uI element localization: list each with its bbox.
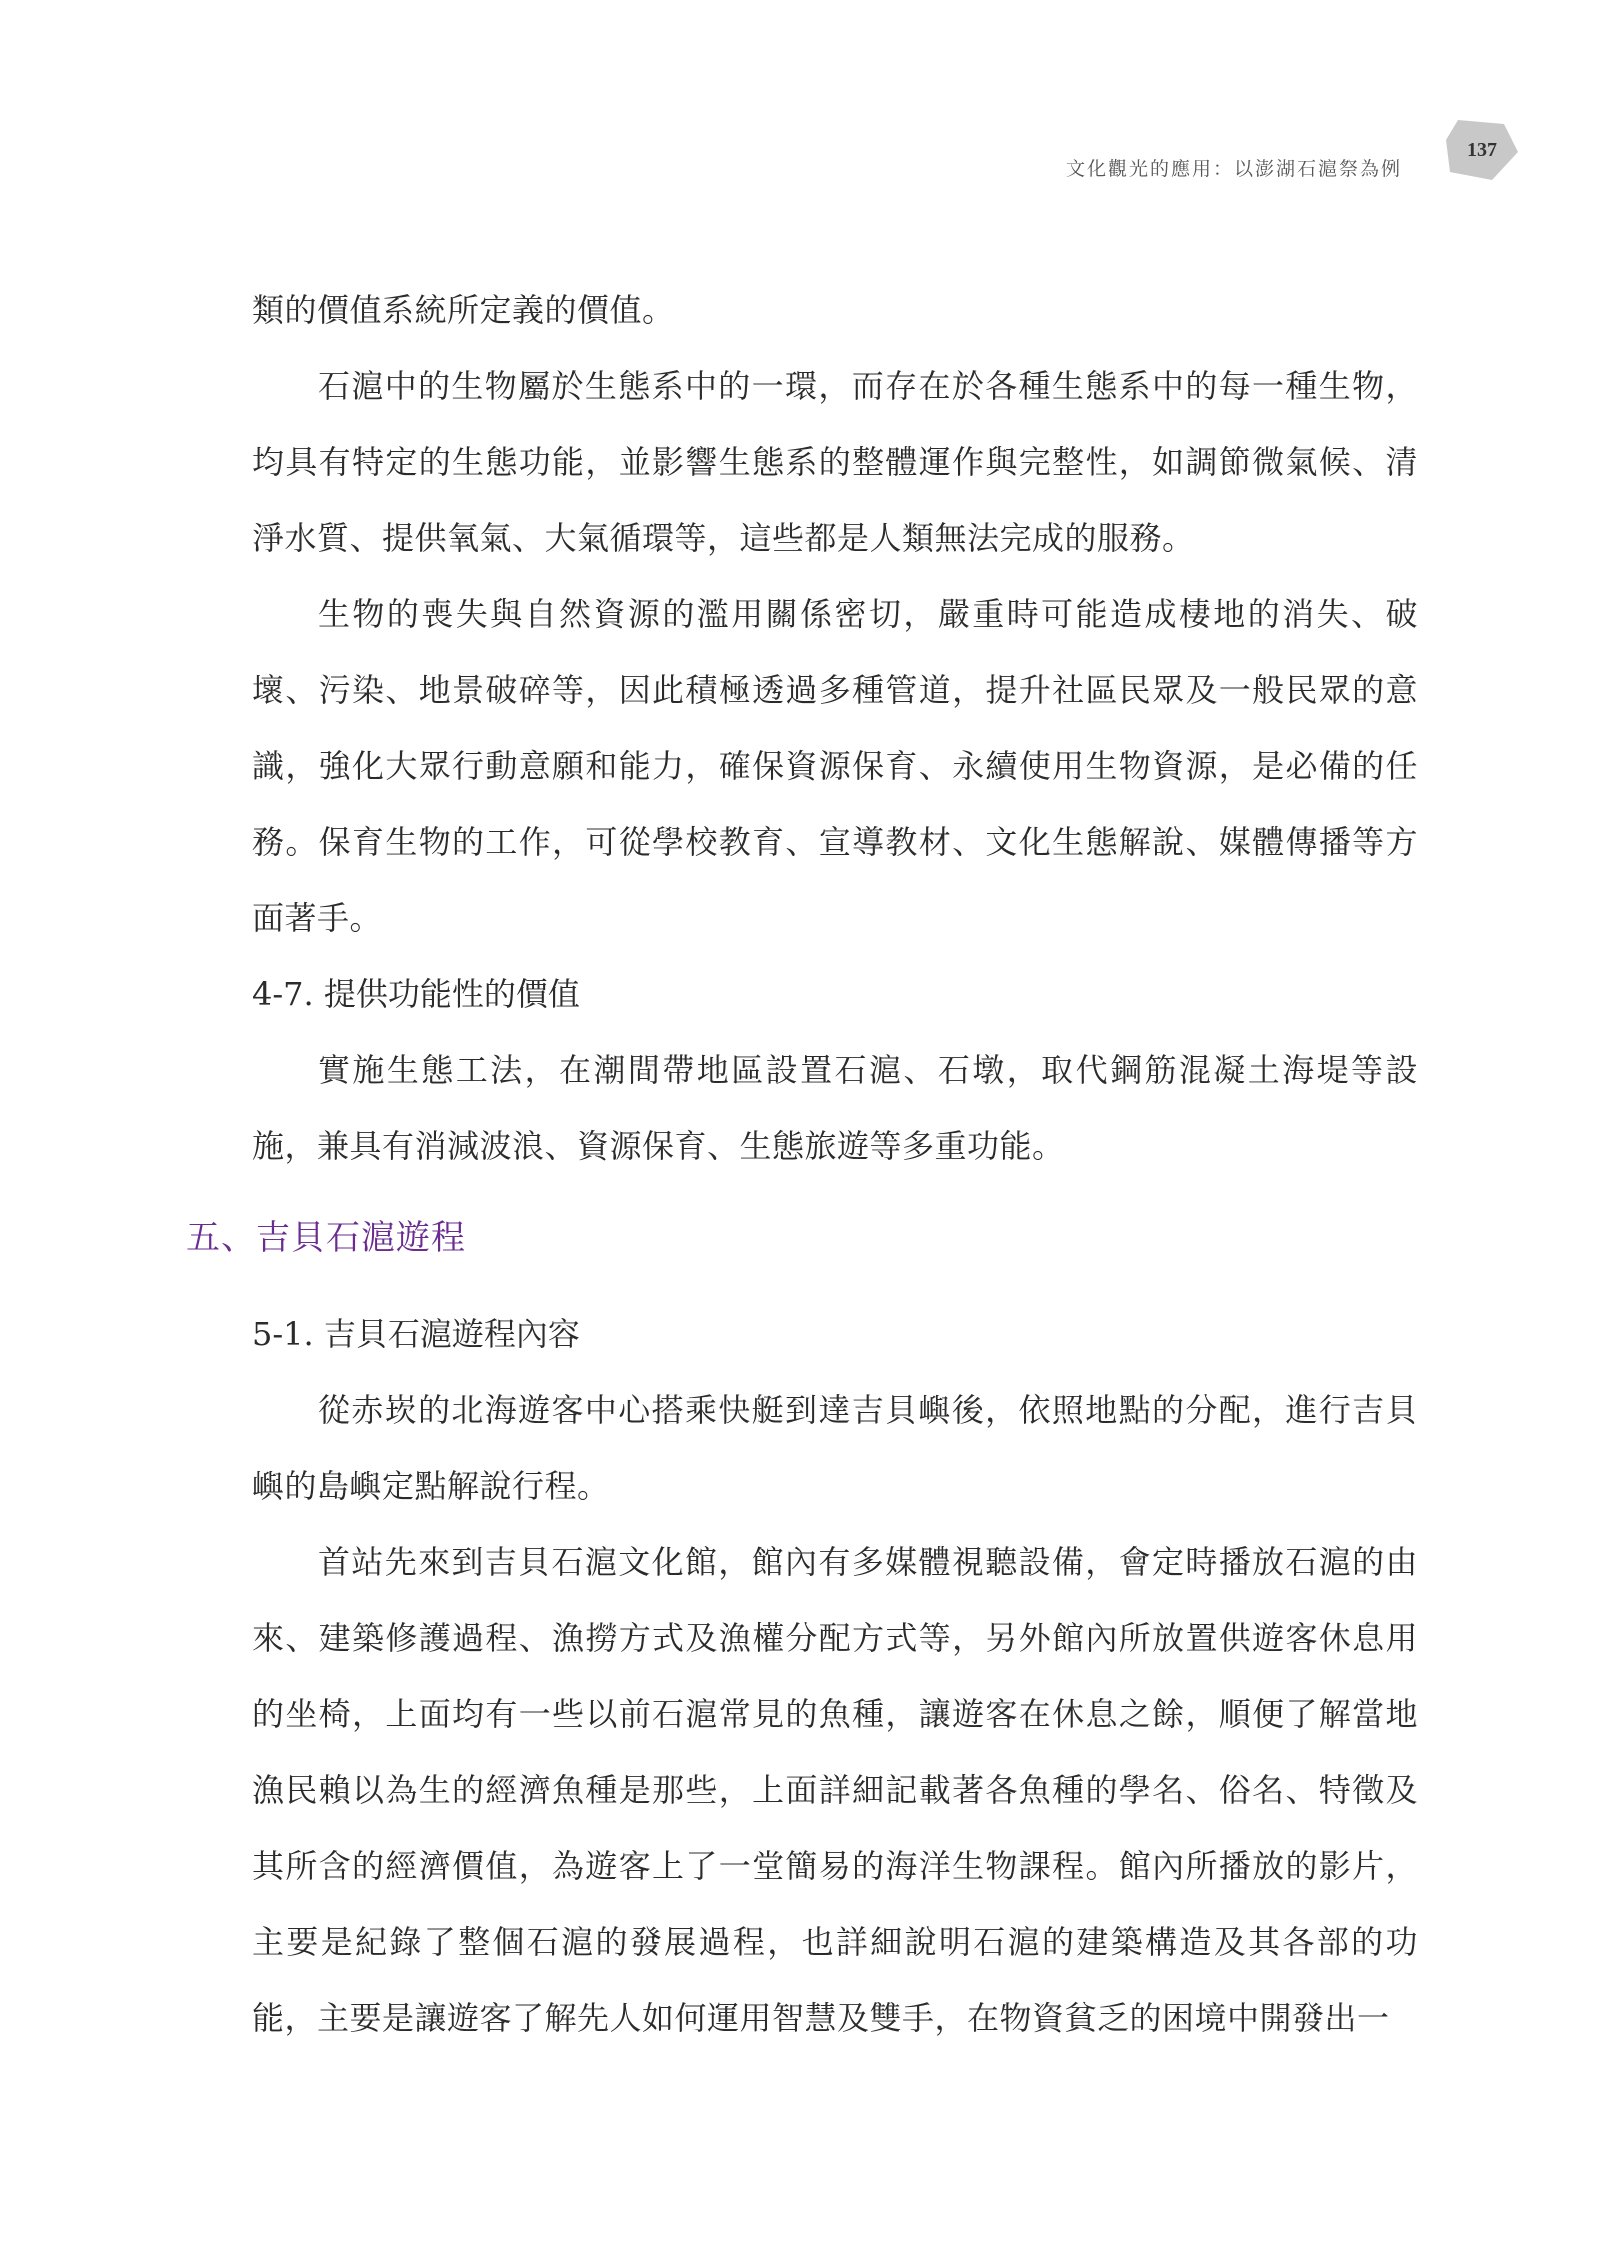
paragraph-biodiversity-loss: 生物的喪失與自然資源的濫用關係密切，嚴重時可能造成棲地的消失、破壞、污染、地景破碎等，因此積極透過多種管道，提升社區民眾及一般民眾的意識，強化大眾行動意願和能力，確保資源保育、永續使用生物資源，是必備的任務。保育生物的工作，可從學校教育、宣導教材、文化生態解說、媒體傳播等方面著手。 xyxy=(252,595,1418,937)
paragraph-continuation: 類的價值系統所定義的價值。 xyxy=(252,291,675,329)
paragraph-eco-engineering: 實施生態工法，在潮間帶地區設置石滬、石墩，取代鋼筋混凝土海堤等設施，兼具有消減波浪、資源保育、生態旅遊等多重功能。 xyxy=(252,1051,1418,1165)
subheading-4-7: 4-7. 提供功能性的價值 xyxy=(252,975,580,1013)
section-title-5: 五、吉貝石滬遊程 xyxy=(186,1218,466,1258)
paragraph-itinerary-intro: 從赤崁的北海遊客中心搭乘快艇到達吉貝嶼後，依照地點的分配，進行吉貝嶼的島嶼定點解說行程。 xyxy=(252,1391,1418,1505)
running-head: 文化觀光的應用：以澎湖石滬祭為例 xyxy=(1065,158,1402,180)
paragraph-culture-museum: 首站先來到吉貝石滬文化館，館內有多媒體視聽設備，會定時播放石滬的由來、建築修護過程、漁撈方式及漁權分配方式等，另外館內所放置供遊客休息用的坐椅，上面均有一些以前石滬常見的魚種，讓遊客在休息之餘，順便了解當地漁民賴以為生的經濟魚種是那些，上面詳細記載著各魚種的學名、俗名、特徵及其所含的經濟價值，為遊客上了一堂簡易的海洋生物課程。館內所播放的影片，主要是紀錄了整個石滬的發展過程，也詳細說明石滬的建築構造及其各部的功能，主要是讓遊客了解先人如何運用智慧及雙手，在物資貧乏的困境中開發出一 xyxy=(252,1543,1418,2037)
page-number: 137 xyxy=(1467,139,1497,161)
page-number-badge xyxy=(1444,118,1520,182)
paragraph-ecology-function: 石滬中的生物屬於生態系中的一環，而存在於各種生態系中的每一種生物，均具有特定的生態功能，並影響生態系的整體運作與完整性，如調節微氣候、清淨水質、提供氧氣、大氣循環等，這些都是人類無法完成的服務。 xyxy=(252,367,1418,557)
subheading-5-1: 5-1. 吉貝石滬遊程內容 xyxy=(252,1315,580,1353)
page-body xyxy=(186,272,1418,2056)
